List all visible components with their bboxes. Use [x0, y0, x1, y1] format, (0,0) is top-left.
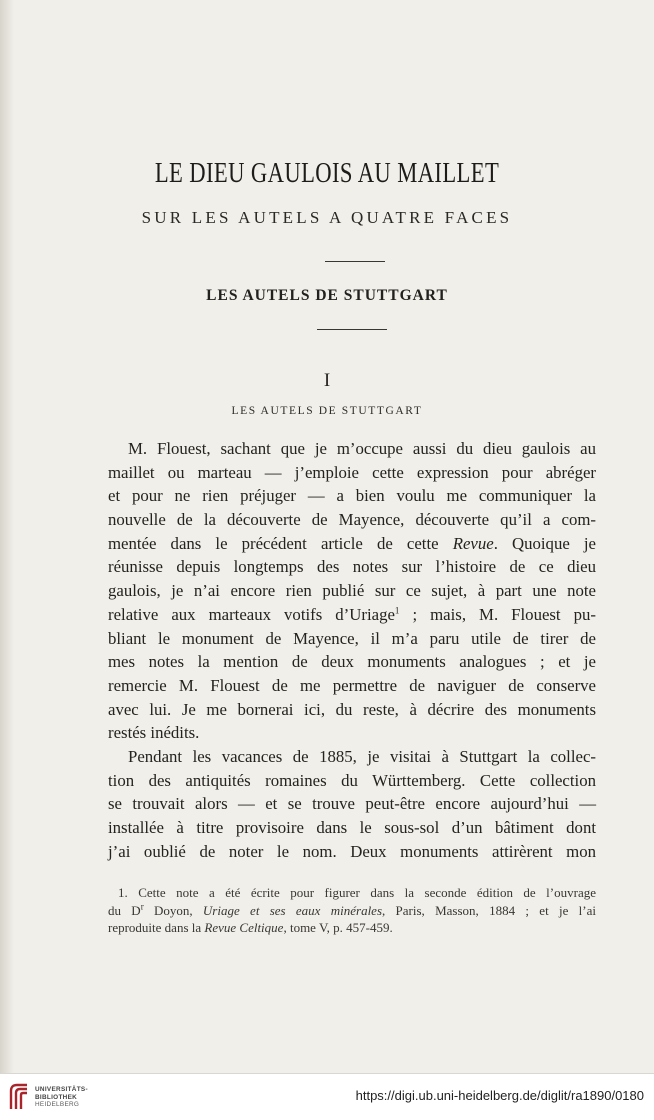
footnote-line: du $D^r$ Doyon, Uriage et ses eaux minérales, Paris, Masson, 1884 ; et je l’ai — [108, 901, 596, 918]
body-line: M. Flouest, sachant que je m’occupe aussi du dieu gaulois au — [128, 439, 596, 458]
body-text — [108, 437, 596, 863]
viewer-footer — [0, 1073, 654, 1120]
body-line: remercie M. Flouest de me permettre de naviguer de conserve — [108, 675, 596, 695]
body-line: avec lui. Je me bornerai ici, du reste, à décrire des monuments — [108, 699, 596, 719]
chapter-number: I — [323, 370, 331, 391]
divider-rule — [317, 329, 387, 330]
footnote-line: reproduite dans la Revue Celtique, tome V, p. 457-459. — [108, 920, 393, 935]
body-line: et pour ne rien préjuger — a bien voulu me communiquer la — [108, 486, 596, 506]
body-line: mes notes la mention de deux monuments analogues ; et je — [108, 652, 596, 672]
chapter-heading: LES AUTELS DE STUTTGART — [231, 405, 423, 417]
italic-text: Revue — [452, 533, 494, 553]
library-logo-text: UNIVERSITÄTS- BIBLIOTHEK HEIDELBERG — [35, 1086, 88, 1109]
body-line: tion des antiquités romaines du Württemberg. Cette collection — [108, 770, 596, 790]
body-line: maillet ou marteau — j’emploie cette expression pour abréger — [108, 462, 596, 482]
section-heading: LES AUTELS DE STUTTGART — [206, 287, 448, 304]
body-line: réunisse depuis longtemps des notes sur l’histoire de ce dieu — [108, 557, 596, 577]
body-line: Pendant les vacances de 1885, je visitai à Stuttgart la collec- — [128, 746, 596, 766]
body-line: restés inédits. — [108, 723, 200, 743]
divider-rule — [325, 261, 385, 262]
body-line: gaulois, je n’ai encore rien publié sur ce sujet, à part une note — [108, 581, 596, 601]
body-line: relative aux marteaux votifs d’Uriage$^1$ ; mais, M. Flouest pu- — [108, 604, 596, 624]
page-edge-shadow — [0, 0, 14, 1073]
body-line: installée à titre provisoire dans le sous-sol d’un bâtiment dont — [108, 818, 596, 837]
body-line: mentée dans le précédent article de cette Revue. Quoique je — [108, 533, 596, 553]
library-logo-icon — [8, 1083, 30, 1111]
article-subtitle: SUR LES AUTELS A QUATRE FACES — [141, 208, 513, 227]
body-line: bliant le monument de Mayence, il m’a paru utile de tirer de — [108, 628, 596, 648]
body-line: nouvelle de la découverte de Mayence, découverte qu’il a com- — [108, 510, 596, 530]
footnote — [108, 884, 596, 937]
footnote-line: 1. Cette note a été écrite pour figurer dans la seconde édition de l’ouvrage — [118, 885, 596, 900]
footnote-marker: 1 — [394, 605, 400, 616]
body-line: se trouvait alors — et se trouve peut-être encore aujourd’hui — — [108, 794, 596, 814]
body-line: j’ai oublié de noter le nom. Deux monuments attirèrent mon — [108, 841, 596, 861]
article-title: LE DIEU GAULOIS AU MAILLET — [154, 157, 500, 189]
permalink-url[interactable]: https://digi.ub.uni-heidelberg.de/diglit/ra1890/0180 — [355, 1088, 644, 1103]
